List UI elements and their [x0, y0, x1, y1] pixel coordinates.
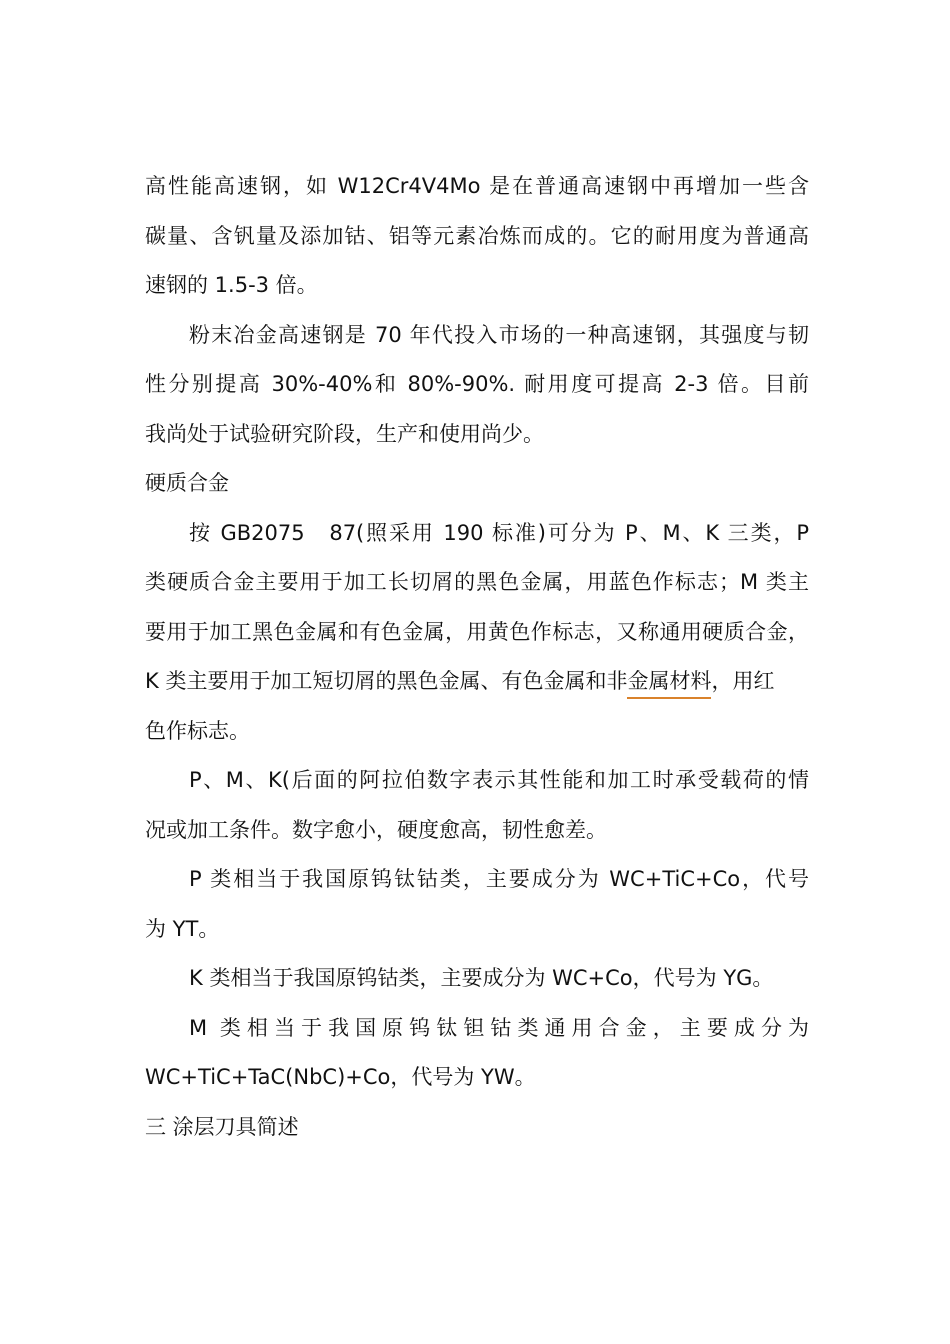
document-page — [145, 162, 809, 1152]
paragraph-line: 要用于加工黑色金属和有色金属，用黄色作标志，又称通用硬质合金， — [145, 619, 809, 644]
paragraph-line: 碳量、含钒量及添加钴、铝等元素冶炼而成的。它的耐用度为普通高 — [145, 223, 809, 248]
paragraph-line: 速钢的 1.5-3 倍。 — [145, 273, 318, 297]
section-heading-carbide: 硬质合金 — [145, 471, 229, 495]
paragraph-line: 况或加工条件。数字愈小，硬度愈高，韧性愈差。 — [145, 817, 607, 842]
underlined-term: 金属材料 — [627, 657, 711, 707]
paragraph-line — [145, 657, 809, 707]
paragraph-line: 为 YT。 — [145, 916, 220, 941]
paragraph-line: 我尚处于试验研究阶段，生产和使用尚少。 — [145, 421, 544, 446]
text-run: ，用红 — [711, 669, 775, 693]
paragraph-line: WC+TiC+TaC(NbC)+Co，代号为 YW。 — [145, 1065, 536, 1089]
paragraph-line: 粉末冶金高速钢是 70 年代投入市场的一种高速钢，其强度与韧 — [189, 322, 809, 347]
paragraph-line: 类硬质合金主要用于加工长切屑的黑色金属，用蓝色作标志；M 类主 — [145, 570, 809, 594]
text-run: K 类主要用于加工短切屑的黑色金属、有色金属和非 — [145, 669, 628, 693]
paragraph-line: 色作标志。 — [145, 718, 250, 743]
paragraph-line: 高性能高速钢，如 W12Cr4V4Mo 是在普通高速钢中再增加一些含 — [145, 174, 809, 198]
paragraph-line: 按 GB2075 87(照采用 190 标准)可分为 P、M、K 三类，P — [189, 520, 809, 545]
paragraph-line: 性分别提高 30%-40%和 80%-90%. 耐用度可提高 2-3 倍。目前 — [145, 372, 809, 396]
paragraph-line: K 类相当于我国原钨钴类，主要成分为 WC+Co，代号为 YG。 — [189, 966, 774, 990]
paragraph-line: P、M、K(后面的阿拉伯数字表示其性能和加工时承受载荷的情 — [189, 768, 809, 792]
paragraph-line: M 类相当于我国原钨钛钽钴类通用合金，主要成分为 — [189, 1015, 809, 1040]
paragraph-line: P 类相当于我国原钨钛钴类，主要成分为 WC+TiC+Co，代号 — [189, 867, 809, 891]
section-heading-coated-tools: 三 涂层刀具简述 — [145, 1114, 299, 1139]
